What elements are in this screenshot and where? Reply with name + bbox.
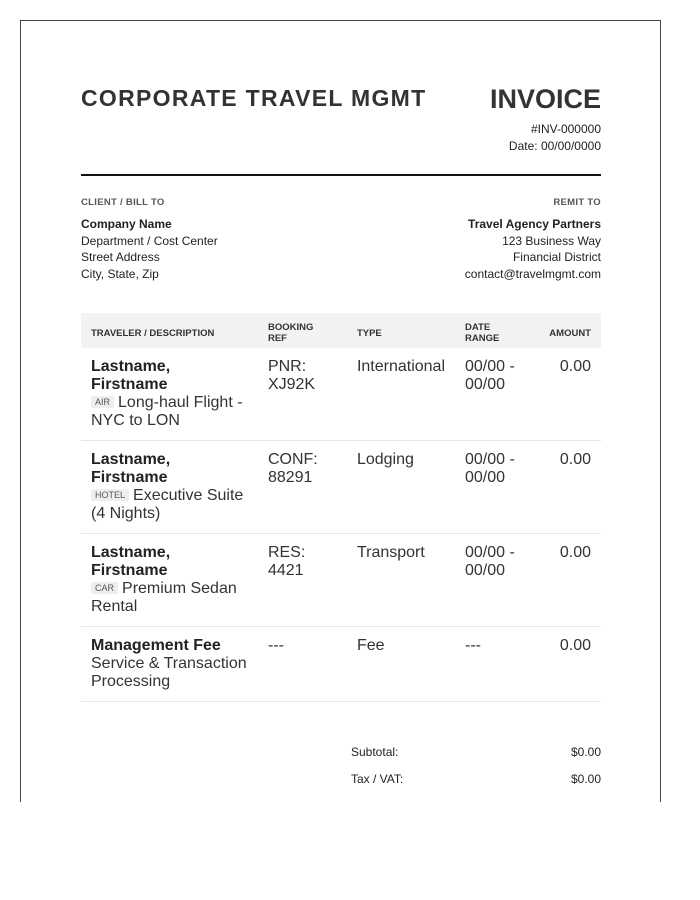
line-amount: 0.00 [535,441,601,534]
item-description: Service & Transaction Processing [91,655,247,690]
line-amount: 0.00 [535,627,601,702]
date-range: --- [455,627,535,702]
invoice-title: INVOICE [489,84,601,114]
invoice-page [20,20,661,802]
col-header-type: TYPE [356,328,382,339]
item-description: Executive Suite (4 Nights) [91,487,244,522]
booking-ref: PNR: XJ92K [258,348,347,441]
col-header-booking-line2: REF [267,333,287,344]
bill-to-label: CLIENT / BILL TO [81,197,165,208]
bill-to-line: Department / Cost Center [81,233,218,248]
tax-value: $0.00 [570,772,601,786]
remit-to-label: REMIT TO [553,197,601,208]
booking-category-tag: HOTEL [91,489,129,501]
booking-type: International [347,348,455,441]
booking-ref: RES: 4421 [258,534,347,627]
date-range: 00/00 - 00/00 [455,534,535,627]
table-row [81,627,601,702]
traveler-name: Lastname, Firstname [91,544,171,579]
item-description: Premium Sedan Rental [91,580,237,615]
bill-to-line: Street Address [81,250,160,264]
table-header [81,313,601,348]
table-row [81,441,601,534]
booking-category-tag: AIR [91,396,114,408]
col-header-booking-line1: BOOKING [267,322,314,333]
booking-ref: --- [258,627,347,702]
col-header-date-line2: RANGE [465,333,500,344]
booking-type: Fee [347,627,455,702]
traveler-cell [81,348,258,441]
invoice-date: Date: 00/00/0000 [508,139,601,153]
remit-to-address [465,216,601,282]
col-header-booking-ref [258,313,347,348]
table-row [81,534,601,627]
date-range: 00/00 - 00/00 [455,441,535,534]
traveler-cell [81,441,258,534]
date-range: 00/00 - 00/00 [455,348,535,441]
booking-type: Transport [347,534,455,627]
traveler-cell [81,627,258,702]
col-header-traveler: TRAVELER / DESCRIPTION [91,328,215,339]
booking-type: Lodging [347,441,455,534]
tax-label: Tax / VAT: [351,772,404,786]
table-row [81,348,601,441]
booking-ref: CONF: 88291 [258,441,347,534]
item-description: Long-haul Flight - NYC to LON [91,394,243,429]
col-header-date-range [455,313,535,348]
remit-to-line: 123 Business Way [502,233,601,248]
line-amount: 0.00 [535,348,601,441]
col-header-date-line1: DATE [465,322,491,333]
traveler-name: Lastname, Firstname [91,451,171,486]
invoice-number: #INV-000000 [530,122,601,136]
booking-category-tag: CAR [91,582,118,594]
subtotal-label: Subtotal: [351,745,399,759]
subtotal-value: $0.00 [570,745,601,759]
remit-to-email: contact@travelmgmt.com [464,266,601,281]
fee-name: Management Fee [91,637,221,654]
line-amount: 0.00 [535,534,601,627]
bill-to-line: City, State, Zip [81,266,159,281]
bill-to-name: Company Name [81,217,172,231]
traveler-name: Lastname, Firstname [91,358,171,393]
col-header-amount: AMOUNT [549,328,591,339]
line-items-table [81,313,601,702]
bill-to-address [81,216,218,282]
traveler-cell [81,534,258,627]
header-divider [81,174,601,176]
company-name: CORPORATE TRAVEL MGMT [81,85,427,111]
remit-to-line: Financial District [512,250,601,264]
remit-to-name: Travel Agency Partners [468,217,601,231]
